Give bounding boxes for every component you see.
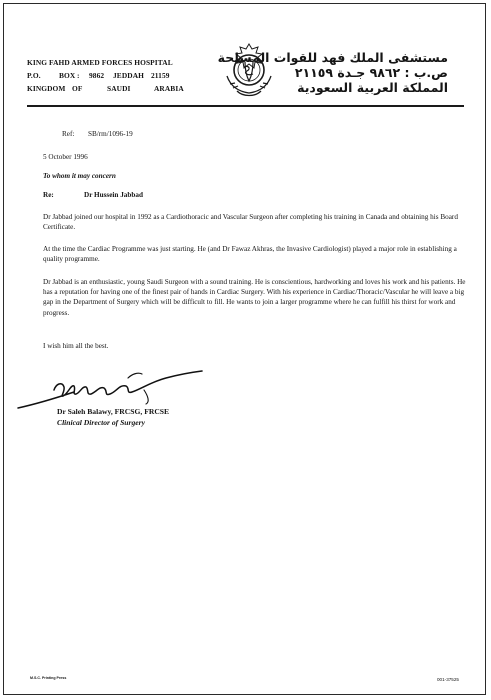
hospital-name-arabic: مستشفى الملك فهد للقوات المسلحة: [217, 50, 448, 65]
letterhead-arabic: [217, 50, 448, 95]
signatory-name: Dr Saleh Balawy, FRCSG, FRCSE: [57, 407, 170, 416]
letterhead-english: [27, 56, 184, 95]
closing-line: I wish him all the best.: [43, 342, 109, 350]
kingdom-word-1: KINGDOM: [27, 84, 66, 93]
hospital-name: KING FAHD ARMED FORCES HOSPITAL: [27, 58, 173, 67]
kingdom-word-4: ARABIA: [154, 84, 184, 93]
postal-code: 21159: [151, 71, 170, 80]
body-paragraph: Dr Jabbad is an enthusiastic, young Saudi Surgeon with a sound training. He is conscientious, hardworking and loves his work and his patients. He has a reputation for having one of the finest pair of hands in Cardiac Surgery. With his experience in Cardiac/Thoracic/Vascular he will leave a big gap in the Department of Surgery which will be difficult to fill. He wants to join a larger programme where he can fulfill his thirst for work and progress.: [43, 278, 466, 317]
handwritten-signature: [16, 364, 206, 412]
city: JEDDAH: [113, 71, 144, 80]
ref-label: Ref:: [62, 130, 75, 138]
form-number: 001-37525: [437, 677, 459, 682]
po-box-word: BOX: [59, 71, 76, 80]
po-box-label: P.O.: [27, 71, 41, 80]
kingdom-line: [27, 82, 184, 95]
body-paragraph: Dr Jabbad joined our hospital in 1992 as a Cardiothoracic and Vascular Surgeon after completing his training in Canada and obtaining his Board Certificate.: [43, 213, 458, 232]
signatory-title: Clinical Director of Surgery: [57, 418, 145, 427]
letter-page: [3, 3, 486, 695]
body-paragraph: At the time the Cardiac Programme was just starting. He (and Dr Fawaz Akhras, the Invasive Cardiologist) played a major role in establishing a quality programme.: [43, 245, 457, 264]
printer-imprint: M.S.C. Printing Press: [30, 676, 67, 680]
po-box-sep: :: [77, 71, 80, 80]
po-box-line: [27, 69, 184, 82]
kingdom-word-3: SAUDI: [107, 84, 131, 93]
salutation: To whom it may concern: [43, 172, 116, 180]
ref-value: SB/rm/1096-19: [88, 130, 133, 138]
letter-date: 5 October 1996: [43, 153, 88, 161]
re-subject: Dr Hussein Jabbad: [84, 191, 143, 199]
po-box-line-arabic: ص.ب : ٩٨٦٢ جـدة ٢١١٥٩: [294, 65, 448, 80]
kingdom-line-arabic: المملكة العربية السعودية: [297, 80, 448, 95]
re-label: Re:: [43, 191, 54, 199]
kingdom-word-2: OF: [72, 84, 83, 93]
letterhead-divider: [27, 105, 464, 107]
hospital-emblem-icon: [221, 40, 277, 100]
po-box-number: 9862: [89, 71, 105, 80]
